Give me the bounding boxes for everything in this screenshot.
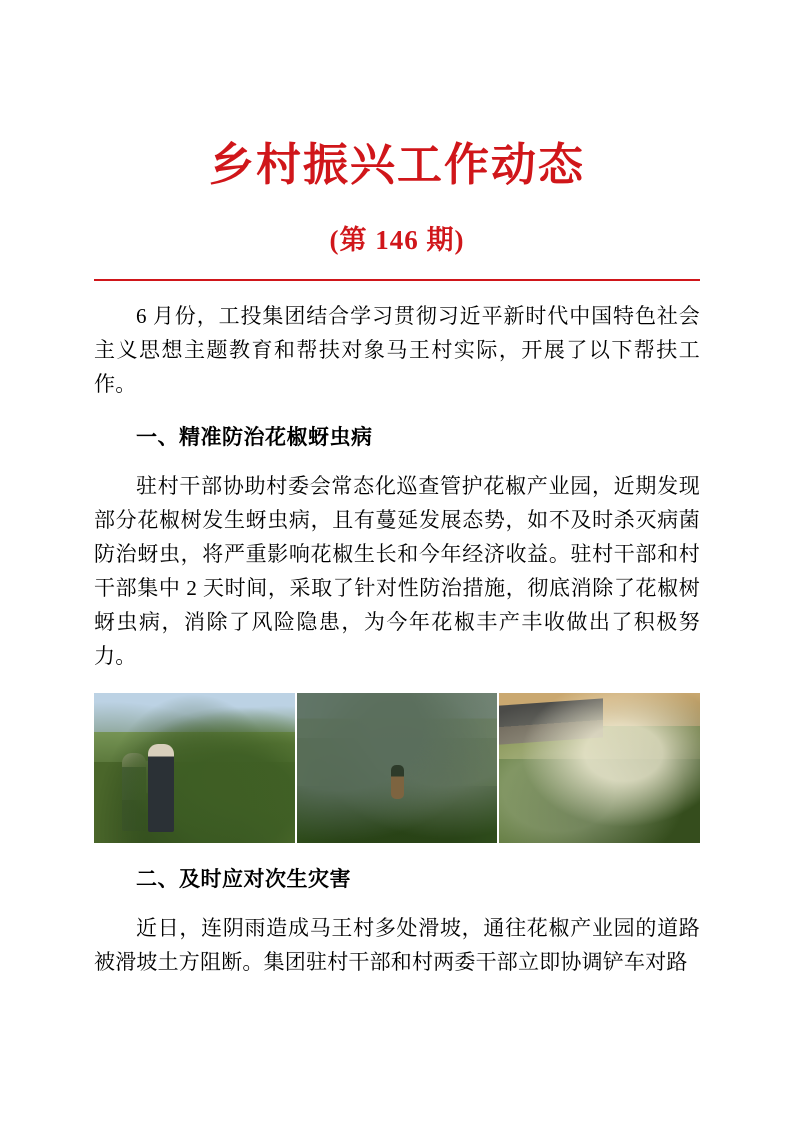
issue-number: (第 146 期) xyxy=(329,224,465,255)
photo-orchard-field xyxy=(297,693,498,843)
photo-hills-overlay xyxy=(297,693,498,843)
photo-row xyxy=(94,673,700,843)
photo-foliage-overlay xyxy=(94,693,295,843)
section-heading-1: 一、精准防治花椒蚜虫病 xyxy=(136,424,373,449)
page-title: 乡村振兴工作动态 xyxy=(208,138,585,191)
intro-paragraph: 6 月份，工投集团结合学习贯彻习近平新时代中国特色社会主义思想主题教育和帮扶对象马王村实际，开展了以下帮扶工作。 xyxy=(94,303,700,396)
photo-spraying xyxy=(499,693,700,843)
photo-mist-overlay xyxy=(499,693,700,843)
header-divider-wrap xyxy=(94,257,700,281)
section-heading-2: 二、及时应对次生灾害 xyxy=(136,866,351,891)
section-body-2: 近日，连阴雨造成马王村多处滑坡，通往花椒产业园的道路被滑坡土方阻断。集团驻村干部和村两委干部立即协调铲车对路 xyxy=(94,915,700,974)
photo-inspection xyxy=(94,693,295,843)
section-body-1: 驻村干部协助村委会常态化巡查管护花椒产业园，近期发现部分花椒树发生蚜虫病，且有蔓延发展态势，如不及时杀灭病菌防治蚜虫，将严重影响花椒生长和今年经济收益。驻村干部和村干部集中 2 天时间，采取了针对性防治措施，彻底消除了花椒树蚜虫病，消除了风险隐患，为今年花椒丰产丰收做出了积极努力。 xyxy=(94,473,700,668)
